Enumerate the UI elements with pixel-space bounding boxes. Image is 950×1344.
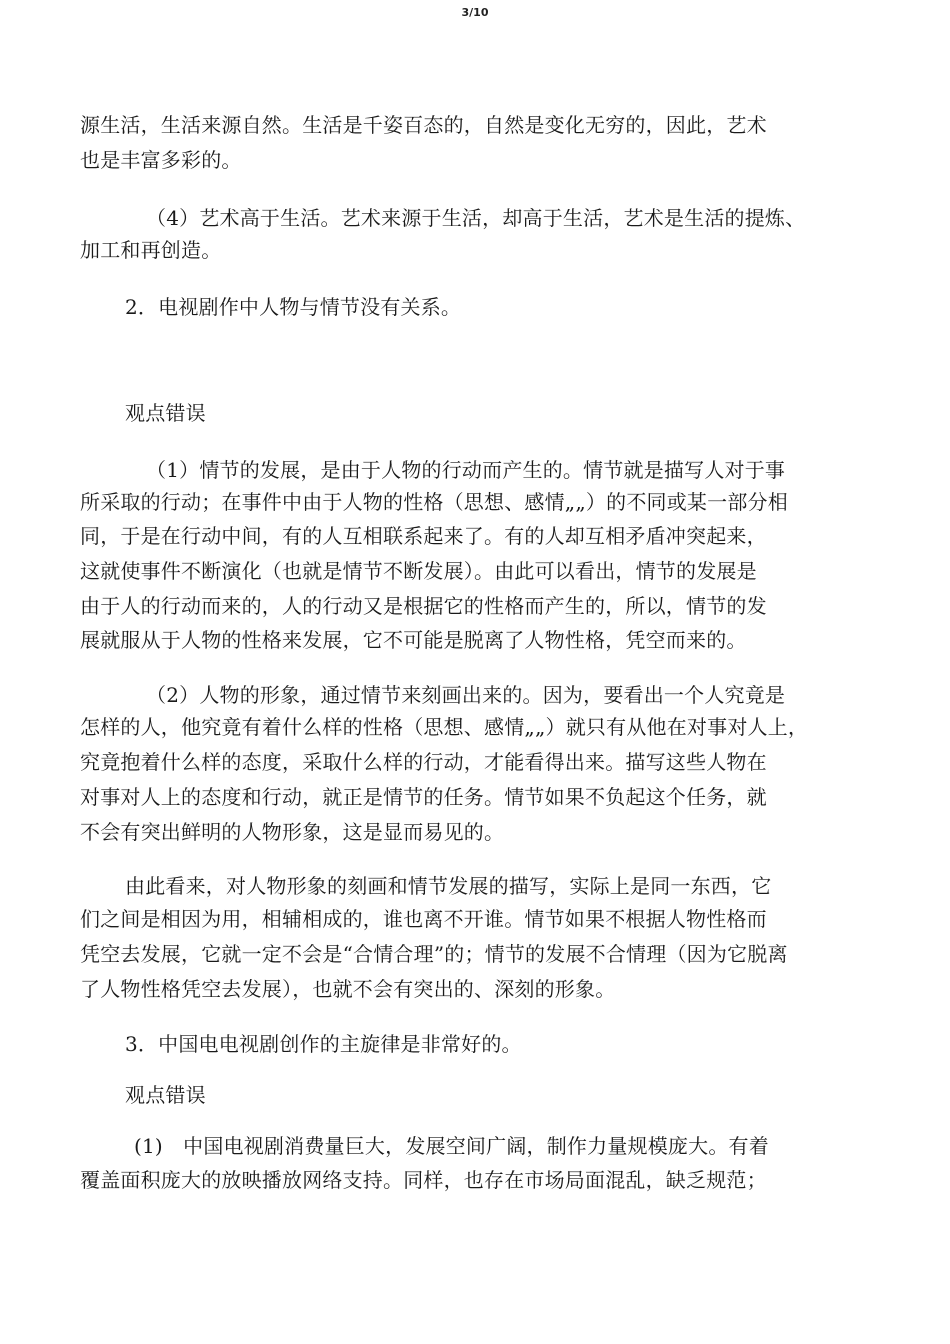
text-line: 凭空去发展，它就一定不会是“合情合理”的；情节的发展不合情理（因为它脱离 <box>80 942 788 966</box>
text-line: 也是丰富多彩的。 <box>80 148 242 172</box>
section-heading: 2．电视剧作中人物与情节没有关系。 <box>125 295 462 319</box>
text-line: 覆盖面积庞大的放映播放网络支持。同样，也存在市场局面混乱，缺乏规范； <box>80 1168 767 1192</box>
section-heading: 3．中国电电视剧创作的主旋律是非常好的。 <box>125 1032 522 1056</box>
text-line: 源生活，生活来源自然。生活是千姿百态的，自然是变化无穷的，因此，艺术 <box>80 113 767 137</box>
text-line: （1）情节的发展，是由于人物的行动而产生的。情节就是描写人对于事 <box>146 458 786 482</box>
text-line: 了人物性格凭空去发展），也就不会有突出的、深刻的形象。 <box>80 977 616 1001</box>
text-line: 不会有突出鲜明的人物形象，这是显而易见的。 <box>80 820 505 844</box>
text-line: 加工和再创造。 <box>80 238 222 262</box>
text-line: 由此看来，对人物形象的刻画和情节发展的描写，实际上是同一东西，它 <box>125 874 772 898</box>
text-line: 展就服从于人物的性格来发展，它不可能是脱离了人物性格，凭空而来的。 <box>80 628 747 652</box>
text-line: 这就使事件不断演化（也就是情节不断发展）。由此可以看出，情节的发展是 <box>80 559 757 583</box>
text-line: 所采取的行动；在事件中由于人物的性格（思想、感情„„）的不同或某一部分相 <box>80 490 788 514</box>
text-line: 对事对人上的态度和行动，就正是情节的任务。情节如果不负起这个任务，就 <box>80 785 767 809</box>
text-line: （2）人物的形象，通过情节来刻画出来的。因为，要看出一个人究竟是 <box>146 683 786 707</box>
text-line: 究竟抱着什么样的态度，采取什么样的行动，才能看得出来。描写这些人物在 <box>80 750 767 774</box>
page-number: 3/10 <box>461 6 489 19</box>
text-line: 们之间是相因为用，相辅相成的，谁也离不开谁。情节如果不根据人物性格而 <box>80 907 767 931</box>
text-line: 怎样的人，他究竟有着什么样的性格（思想、感情„„）就只有从他在对事对人上， <box>80 715 809 739</box>
text-line: 同，于是在行动中间，有的人互相联系起来了。有的人却互相矛盾冲突起来， <box>80 524 767 548</box>
text-line: (1) 中国电视剧消费量巨大，发展空间广阔，制作力量规模庞大。有着 <box>134 1134 769 1158</box>
text-line: 由于人的行动而来的，人的行动又是根据它的性格而产生的，所以，情节的发 <box>80 594 767 618</box>
text-line: 观点错误 <box>125 401 206 425</box>
text-line: （4）艺术高于生活。艺术来源于生活，却高于生活，艺术是生活的提炼、 <box>146 206 806 230</box>
text-line: 观点错误 <box>125 1083 206 1107</box>
